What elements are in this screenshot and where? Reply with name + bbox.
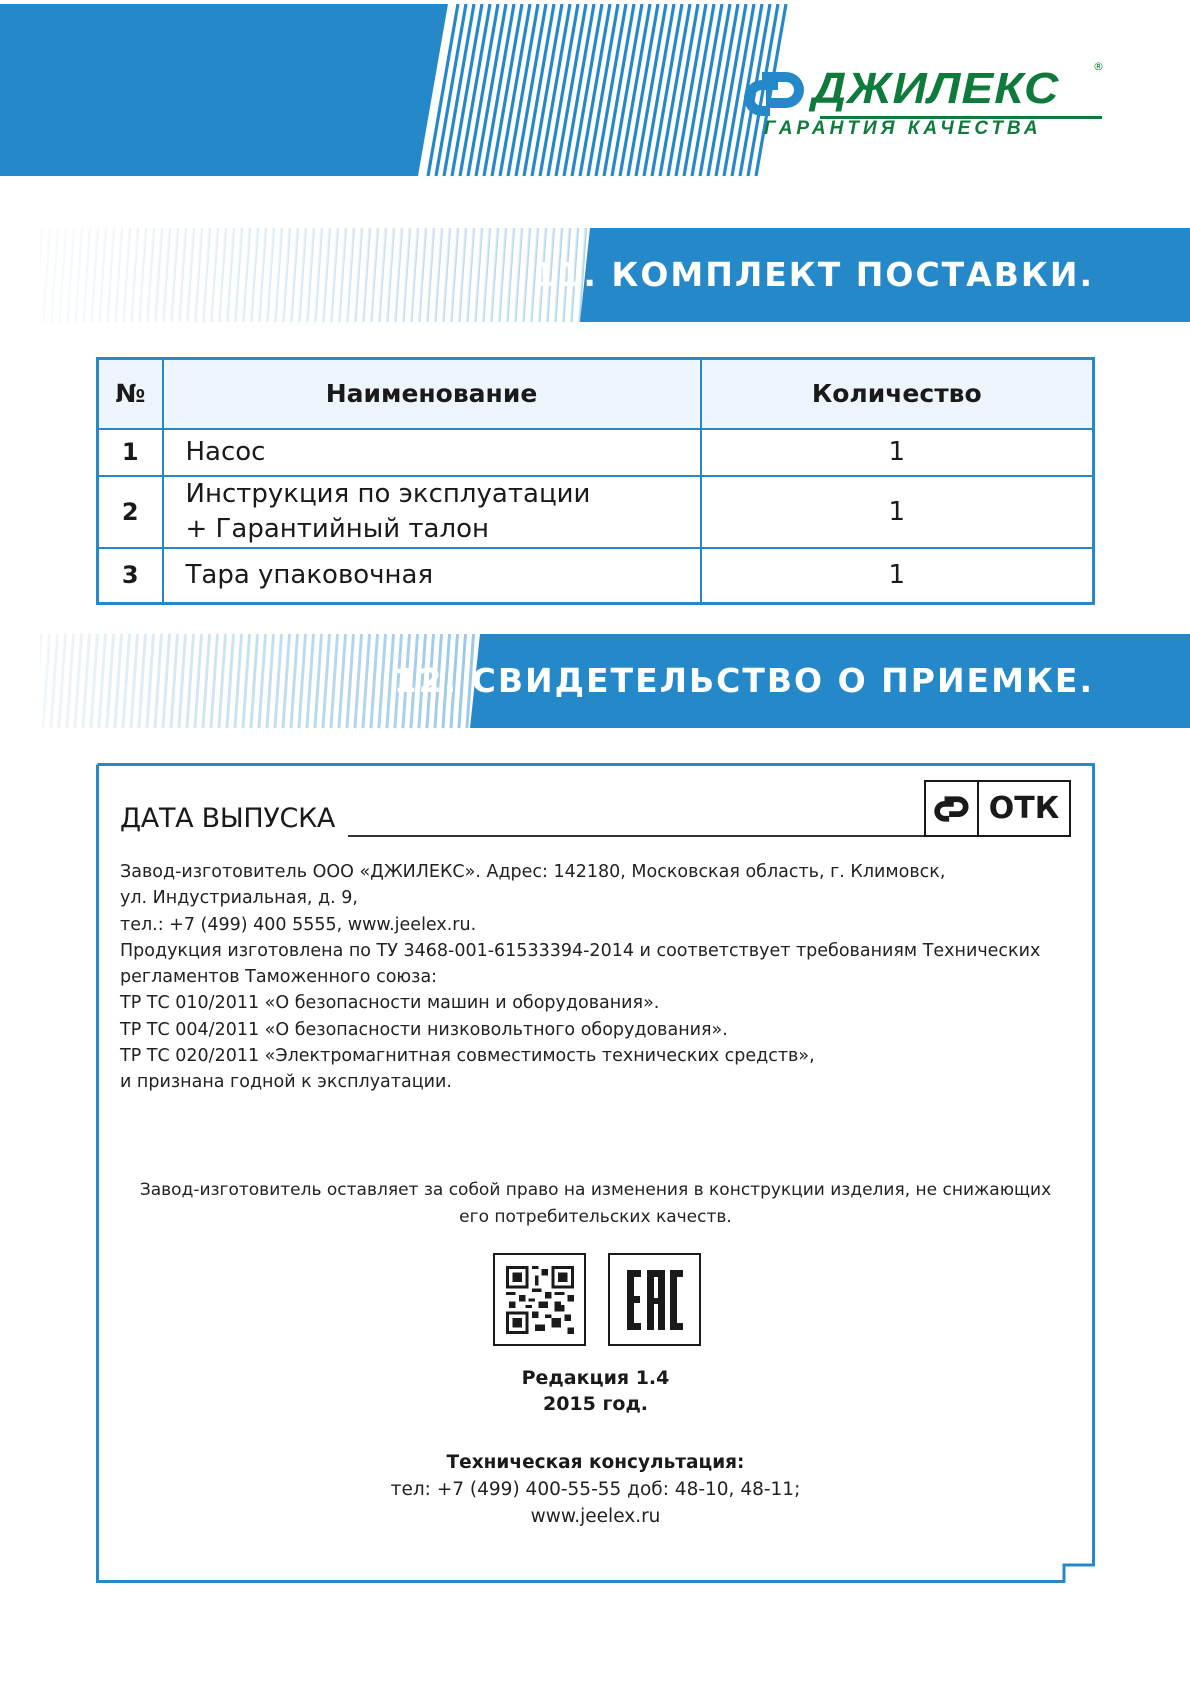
section-12-title: 12. СВИДЕТЕЛЬСТВО О ПРИЕМКЕ. xyxy=(393,661,1094,700)
row-qty: 1 xyxy=(701,429,1094,476)
registered-mark: ® xyxy=(1093,60,1104,73)
row-qty: 1 xyxy=(701,476,1094,548)
row-name-line1: Инструкция по эксплуатации xyxy=(185,478,591,509)
section-11-header xyxy=(0,228,1190,322)
table-header-row xyxy=(98,359,1094,429)
header-num: № xyxy=(98,359,163,429)
cert-line: тел.: +7 (499) 400 5555, www.jeelex.ru. xyxy=(120,914,477,935)
row-qty: 1 xyxy=(701,548,1094,604)
eac-mark-icon xyxy=(608,1253,701,1346)
cert-line: и признана годной к эксплуатации. xyxy=(120,1072,452,1093)
consultation-website-link[interactable]: www.jeelex.ru xyxy=(530,1506,661,1527)
jeelex-logo-icon xyxy=(926,782,979,835)
cert-line: Завод-изготовитель ООО «ДЖИЛЕКС». Адрес: 142180, Московская область, г. Климовск, xyxy=(120,862,946,882)
row-name: Насос xyxy=(163,429,701,476)
cert-line: Продукция изготовлена по ТУ 3468-001-61533394-2014 и соответствует требованиям Технических xyxy=(120,940,1041,961)
row-name-line2: + Гарантийный талон xyxy=(185,513,490,544)
row-name: Тара упаковочная xyxy=(163,548,701,604)
header-band xyxy=(0,4,800,176)
table-row xyxy=(98,476,1094,548)
disclaimer-line2: его потребительских качеств. xyxy=(459,1207,732,1227)
delivery-kit-table xyxy=(96,357,1095,605)
consultation-title: Техническая консультация: xyxy=(446,1452,745,1473)
brand-name: ДЖИЛЕКС xyxy=(812,64,1060,113)
jeelex-logo-icon xyxy=(740,66,810,122)
striped-banner-graphic xyxy=(0,4,800,176)
acceptance-certificate xyxy=(96,763,1095,1583)
cert-line: ул. Индустриальная, д. 9, xyxy=(120,888,358,909)
row-num: 2 xyxy=(98,476,163,548)
header-name: Наименование xyxy=(163,359,701,429)
brand-tagline: ГАРАНТИЯ КАЧЕСТВА xyxy=(764,118,1042,139)
manufacturer-disclaimer xyxy=(96,1177,1095,1231)
cert-line: регламентов Таможенного союза: xyxy=(120,967,438,988)
table-row xyxy=(98,548,1094,604)
release-date-label: ДАТА ВЫПУСКА xyxy=(120,803,336,834)
cert-line: ТР ТС 010/2011 «О безопасности машин и оборудования». xyxy=(120,993,660,1014)
row-num: 1 xyxy=(98,429,163,476)
certification-badges xyxy=(493,1253,701,1346)
disclaimer-line1: Завод-изготовитель оставляет за собой право на изменения в конструкции изделия, не снижающих xyxy=(139,1180,1052,1200)
edition-number: Редакция 1.4 xyxy=(521,1367,670,1389)
section-11-title: 11. КОМПЛЕКТ ПОСТАВКИ. xyxy=(533,255,1094,294)
brand-logo xyxy=(740,56,1120,146)
certificate-text xyxy=(120,859,1070,1096)
technical-consultation xyxy=(96,1449,1095,1530)
otk-label: ОТК xyxy=(988,791,1060,826)
edition-info xyxy=(96,1365,1095,1417)
release-date-field[interactable] xyxy=(348,835,926,837)
section-12-header xyxy=(0,634,1190,728)
edition-year: 2015 год. xyxy=(542,1393,649,1415)
consultation-phone: тел: +7 (499) 400-55-55 доб: 48-10, 48-11; xyxy=(390,1479,801,1500)
table-row xyxy=(98,429,1094,476)
cert-line: ТР ТС 004/2011 «О безопасности низковольтного оборудования». xyxy=(120,1019,728,1040)
qr-code-icon xyxy=(493,1253,586,1346)
cert-line: ТР ТС 020/2011 «Электромагнитная совместимость технических средств», xyxy=(120,1046,815,1067)
header-qty: Количество xyxy=(701,359,1094,429)
row-name xyxy=(163,476,701,548)
otk-stamp xyxy=(924,780,1071,837)
row-num: 3 xyxy=(98,548,163,604)
